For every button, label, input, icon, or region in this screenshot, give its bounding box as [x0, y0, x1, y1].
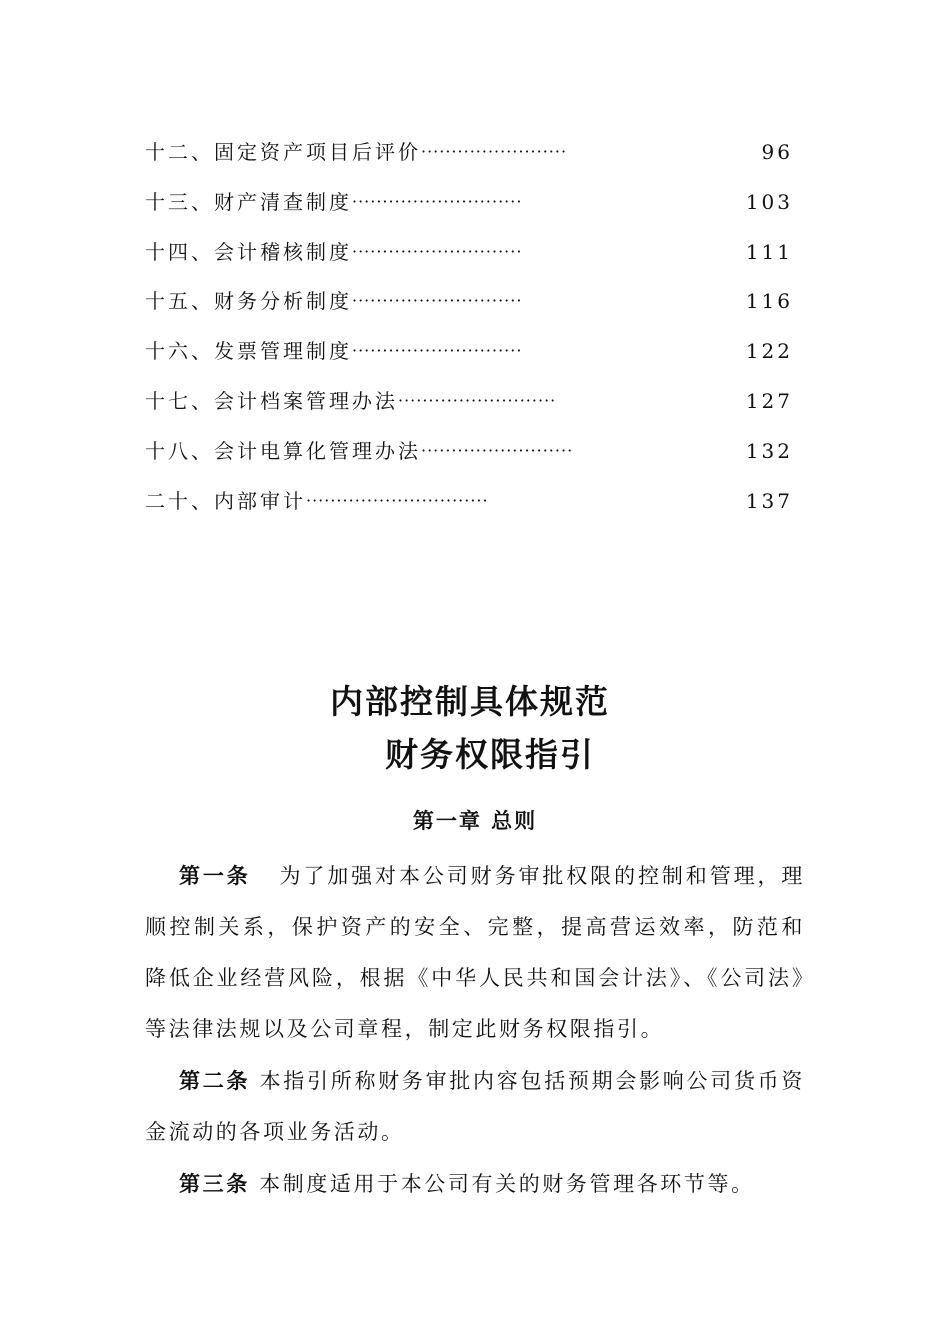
toc-entry[interactable] [145, 279, 805, 329]
toc-page-number: 137 [745, 488, 793, 513]
article-gap [250, 1172, 259, 1196]
document-body [145, 850, 805, 1210]
toc-entry[interactable] [145, 180, 805, 230]
document-subtitle: 财务权限指引 [385, 735, 595, 774]
chapter-heading: 第一章 总则 [412, 808, 538, 833]
toc-leader-dots: ·························· [398, 390, 557, 410]
toc-page-number: 103 [745, 189, 793, 214]
article-label: 第三条 [179, 1171, 250, 1196]
toc-entry-label: 十五、财务分析制度 [145, 289, 352, 314]
article-gap [250, 1069, 259, 1093]
article-gap [251, 864, 280, 888]
toc-entry-label: 二十、内部审计 [145, 488, 306, 513]
article-label: 第一条 [179, 863, 251, 888]
toc-entry[interactable] [145, 130, 805, 180]
toc-page-number: 111 [745, 239, 793, 264]
article-label: 第二条 [179, 1068, 251, 1093]
toc-entry-label: 十三、财产清查制度 [145, 189, 352, 214]
toc-entry[interactable] [145, 479, 805, 529]
article-paragraph [145, 1055, 805, 1158]
toc-entry[interactable] [145, 429, 805, 479]
toc-leader-dots: ···························· [352, 191, 523, 211]
toc-page-number: 96 [761, 140, 793, 164]
toc-page-number: 127 [745, 388, 793, 413]
article-text: 为了加强对本公司财务审批权限的控制和管理，理顺控制关系，保护资产的安全、完整，提高营运效率，防范和降低企业经营风险，根据《中华人民共和国会计法》、《公司法》等法律法规以及公司章程，制定此财务权限指引。 [145, 864, 805, 1041]
toc-entry-label: 十二、固定资产项目后评价 [145, 140, 421, 164]
toc-entry-label: 十七、会计档案管理办法 [145, 388, 398, 413]
toc-leader-dots: ···························· [352, 241, 523, 261]
article-text: 本制度适用于本公司有关的财务管理各环节等。 [259, 1172, 755, 1196]
toc-entry[interactable] [145, 230, 805, 280]
table-of-contents [145, 130, 805, 528]
article-paragraph [145, 850, 805, 1055]
toc-leader-dots: ························ [421, 142, 568, 161]
toc-leader-dots: ···························· [352, 341, 523, 361]
toc-page-number: 132 [745, 438, 793, 463]
toc-entry-label: 十四、会计稽核制度 [145, 239, 352, 264]
article-text: 本指引所称财务审批内容包括预期会影响公司货币资金流动的各项业务活动。 [145, 1069, 805, 1144]
toc-page-number: 122 [745, 339, 793, 364]
toc-leader-dots: ···························· [352, 291, 523, 311]
article-paragraph [145, 1158, 805, 1210]
toc-entry-label: 十八、会计电算化管理办法 [145, 438, 421, 463]
toc-entry[interactable] [145, 379, 805, 429]
toc-leader-dots: ······························ [306, 490, 489, 510]
toc-leader-dots: ························· [421, 440, 574, 460]
toc-page-number: 116 [745, 289, 793, 314]
toc-entry-label: 十六、发票管理制度 [145, 339, 352, 364]
document-title: 内部控制具体规范 [330, 682, 610, 721]
toc-entry[interactable] [145, 329, 805, 379]
